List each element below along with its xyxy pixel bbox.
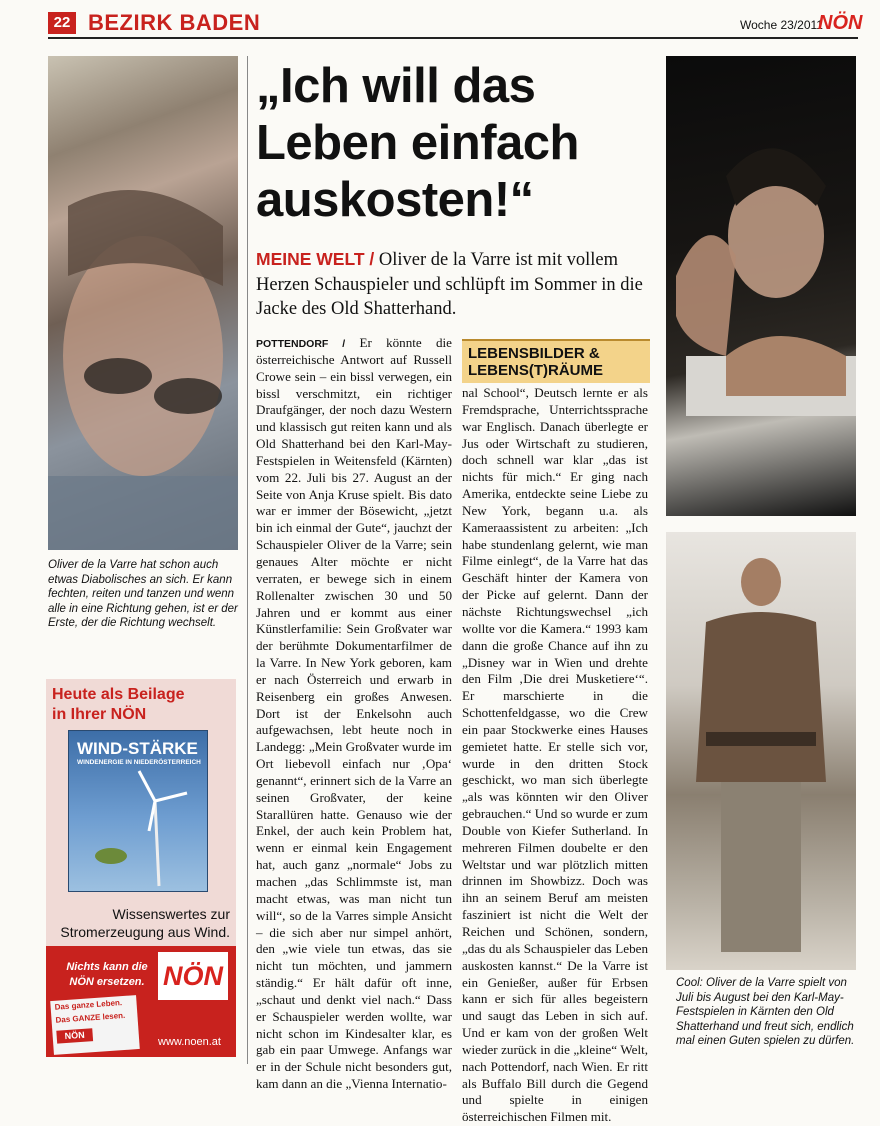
column-2-text: nal School“, Deutsch lernte er als Fremdsprache, Unterrichtssprache war Englisch. Danach überlegte er Jus oder Wirtschaft zu studieren, doch schnell war klar „das ist nichts für mich.“ Er ging nach Amerika, entdeckte seine Liebe zu New York, begann u.a. als Kameraassistent zu arbeiten: „Ich habe stundenlang gelernt, wie man Filme einlegt“, de la Varre hat das Geschäft hinter der Kamera von der Picke auf gelernt. Dann der nächste Richtungswechsel „ich wollte vor die Kamera.“ 1993 kam dann die große Chance auf ihn zu „Disney war in Wien und drehte den Film ‚Die drei Musketiere‘“. Er marschierte in die Schottenfeldgasse, wo die Crew ein paar Stockwerke eines Hauses gemietet hatte. Er stelle sich vor, wurde in den dritten Stock geschickt, wo man sich überlegte „als was könnten wir den Oliver gebrauchen.“ Und so wurde er zum Double von Kiefer Sutherland. In mehreren Filmen doubelte er den Weltstar und war plötzlich mitten drinnen im Showbizz. Doch was ihn an seinem Beruf am meisten fasziniert ist nicht die Welt der Reichen und Schönen, sondern, „das du als Schauspieler das Leben auskosten kannst.“ De la Varre ist ein Genießer, außer für Erbsen kann er sich für alles begeistern und saugt das Leben in sich auf. Und er kam von der großen Welt wieder zurück in die „kleine“ Welt, nach Pottendorf, nach Wien. Er ritt als Buffalo Bill durch die Gegend und spielte in einigen österreichischen Filmen mit. [462,385,648,1125]
header-divider [48,37,858,39]
lead-text: Oliver de la Varre ist mit vollem Herzen Schauspieler und schlüpft im Sommer in die Jacke des Old Shatterhand. [256,250,643,319]
portrait-photo-left [48,56,238,550]
ad-newspaper-thumbnail [50,995,140,1055]
ad-headline-line1: Heute als Beilage [52,686,185,703]
photo-caption-left: Oliver de la Varre hat schon auch etwas Diabolisches an sich. Er kann fechten, reiten und tanzen und wenn alle in eine Richtung gehen, ist er der Erste, der die Richtung wechselt. [48,559,238,629]
newspaper-logo: NÖN [818,12,863,34]
issue-label: Woche 23/2011 [740,18,823,32]
info-box-label: LEBENSBILDER & LEBENS(T)RÄUME [468,345,603,379]
ad-paper-line1: Das ganze Leben. [54,998,123,1012]
ad-info-line1: Wissenswertes zur [112,906,230,922]
ad-info-text [60,905,230,941]
dateline: POTTENDORF / [256,338,346,350]
column-1-text: Er könnte die österreichische Antwort auf Russell Crowe sein – ein bissl verwegen, ein bissl verschmitzt, ein richtiger Draufgänger, der noch dazu Western und klassisch gut reiten kann und als Old Shatterhand bei den Karl-May-Festspielen in Weitensfeld (Kärnten) vom 22. Juli bis 27. August an der Seite von Anja Kruse spielt. Bis dato war er immer der Bösewicht, „jetzt bin ich einmal der Gute“, jauchzt der Schauspieler Oliver de la Varre; sein genaues Alter möchte er nicht verraten, er bewege sich in einem Rollenalter zwischen 30 und 50 Jahren und er kommt aus einer Künstlerfamilie: Sein Großvater war der berühmte Dokumentarfilmer de la Varre. In New York geboren, kam er nach Österreich und erwarb in Reisenberg ein großes Anwesen. Dort ist der Enkelsohn auch aufgewachsen, lebt heute noch in Landegg: „Mein Großvater wurde im Ort liebevoll einfach nur ‚Opa‘ genannt“, erinnert sich de la Varre an seinen Großvater, der keine Starallüren hatte. Genauso wie der Enkel, der auch kein Problem hat, wenn er einmal kein Engagement hat, auch ganz „normale“ Jobs zu machen „das Schlimmste ist, man macht etwas, was man nicht tun will“, so de la Varres simple Ansicht – die sich aber nur simpel anhört, den „wie viele tun etwas, das sie nicht tun möchten, und jammern ständig.“ Er hält dafür oft inne, „schaut und denkt viel nach.“ Dass er Schauspieler werden wollte, war nicht schon im Kindesalter klar, es gab ein paar Umwege. Anfangs war er in der Schule nicht besonders gut, kam dann an die „Vienna Internatio- [256,335,452,1092]
article-headline: „Ich will das Leben einfach auskosten!“ [256,59,579,227]
ad-info-line2: Stromerzeugung aus Wind. [60,924,230,940]
article-column-2 [462,385,648,1126]
photo-caption-right: Cool: Oliver de la Varre spielt von Juli bis August bei den Karl-May-Festspielen in Kärnten den Old Shatterhand und freut sich, endlich mal einen Guten spielen zu dürfen. [676,977,855,1047]
article-column-1 [256,335,452,1093]
page-number: 22 [48,12,76,34]
ad-cover-subtitle: WINDENERGIE IN NIEDERÖSTERREICH [77,759,201,766]
ad-paper-line2: Das GANZE lesen. [55,1010,126,1025]
ad-headline [52,685,185,725]
info-box-title [462,339,650,383]
section-title: BEZIRK BADEN [88,10,261,35]
ad-cover-title: WIND-STÄRKE [77,739,198,758]
costume-photo [666,532,856,970]
ad-paper-logo: NÖN [56,1028,93,1043]
ad-url[interactable]: www.noen.at [158,1036,221,1048]
ad-logo: NÖN [158,952,228,1000]
portrait-photo-right [666,56,856,516]
ad-slogan: Nichts kann die NÖN ersetzen. [66,961,148,988]
ad-headline-line2: in Ihrer NÖN [52,706,147,723]
column-divider [247,56,248,1064]
wind-turbine-icon [69,731,207,891]
ad-cover-image [68,730,208,892]
lead-kicker: MEINE WELT / [256,249,375,269]
article-lead [256,248,658,322]
